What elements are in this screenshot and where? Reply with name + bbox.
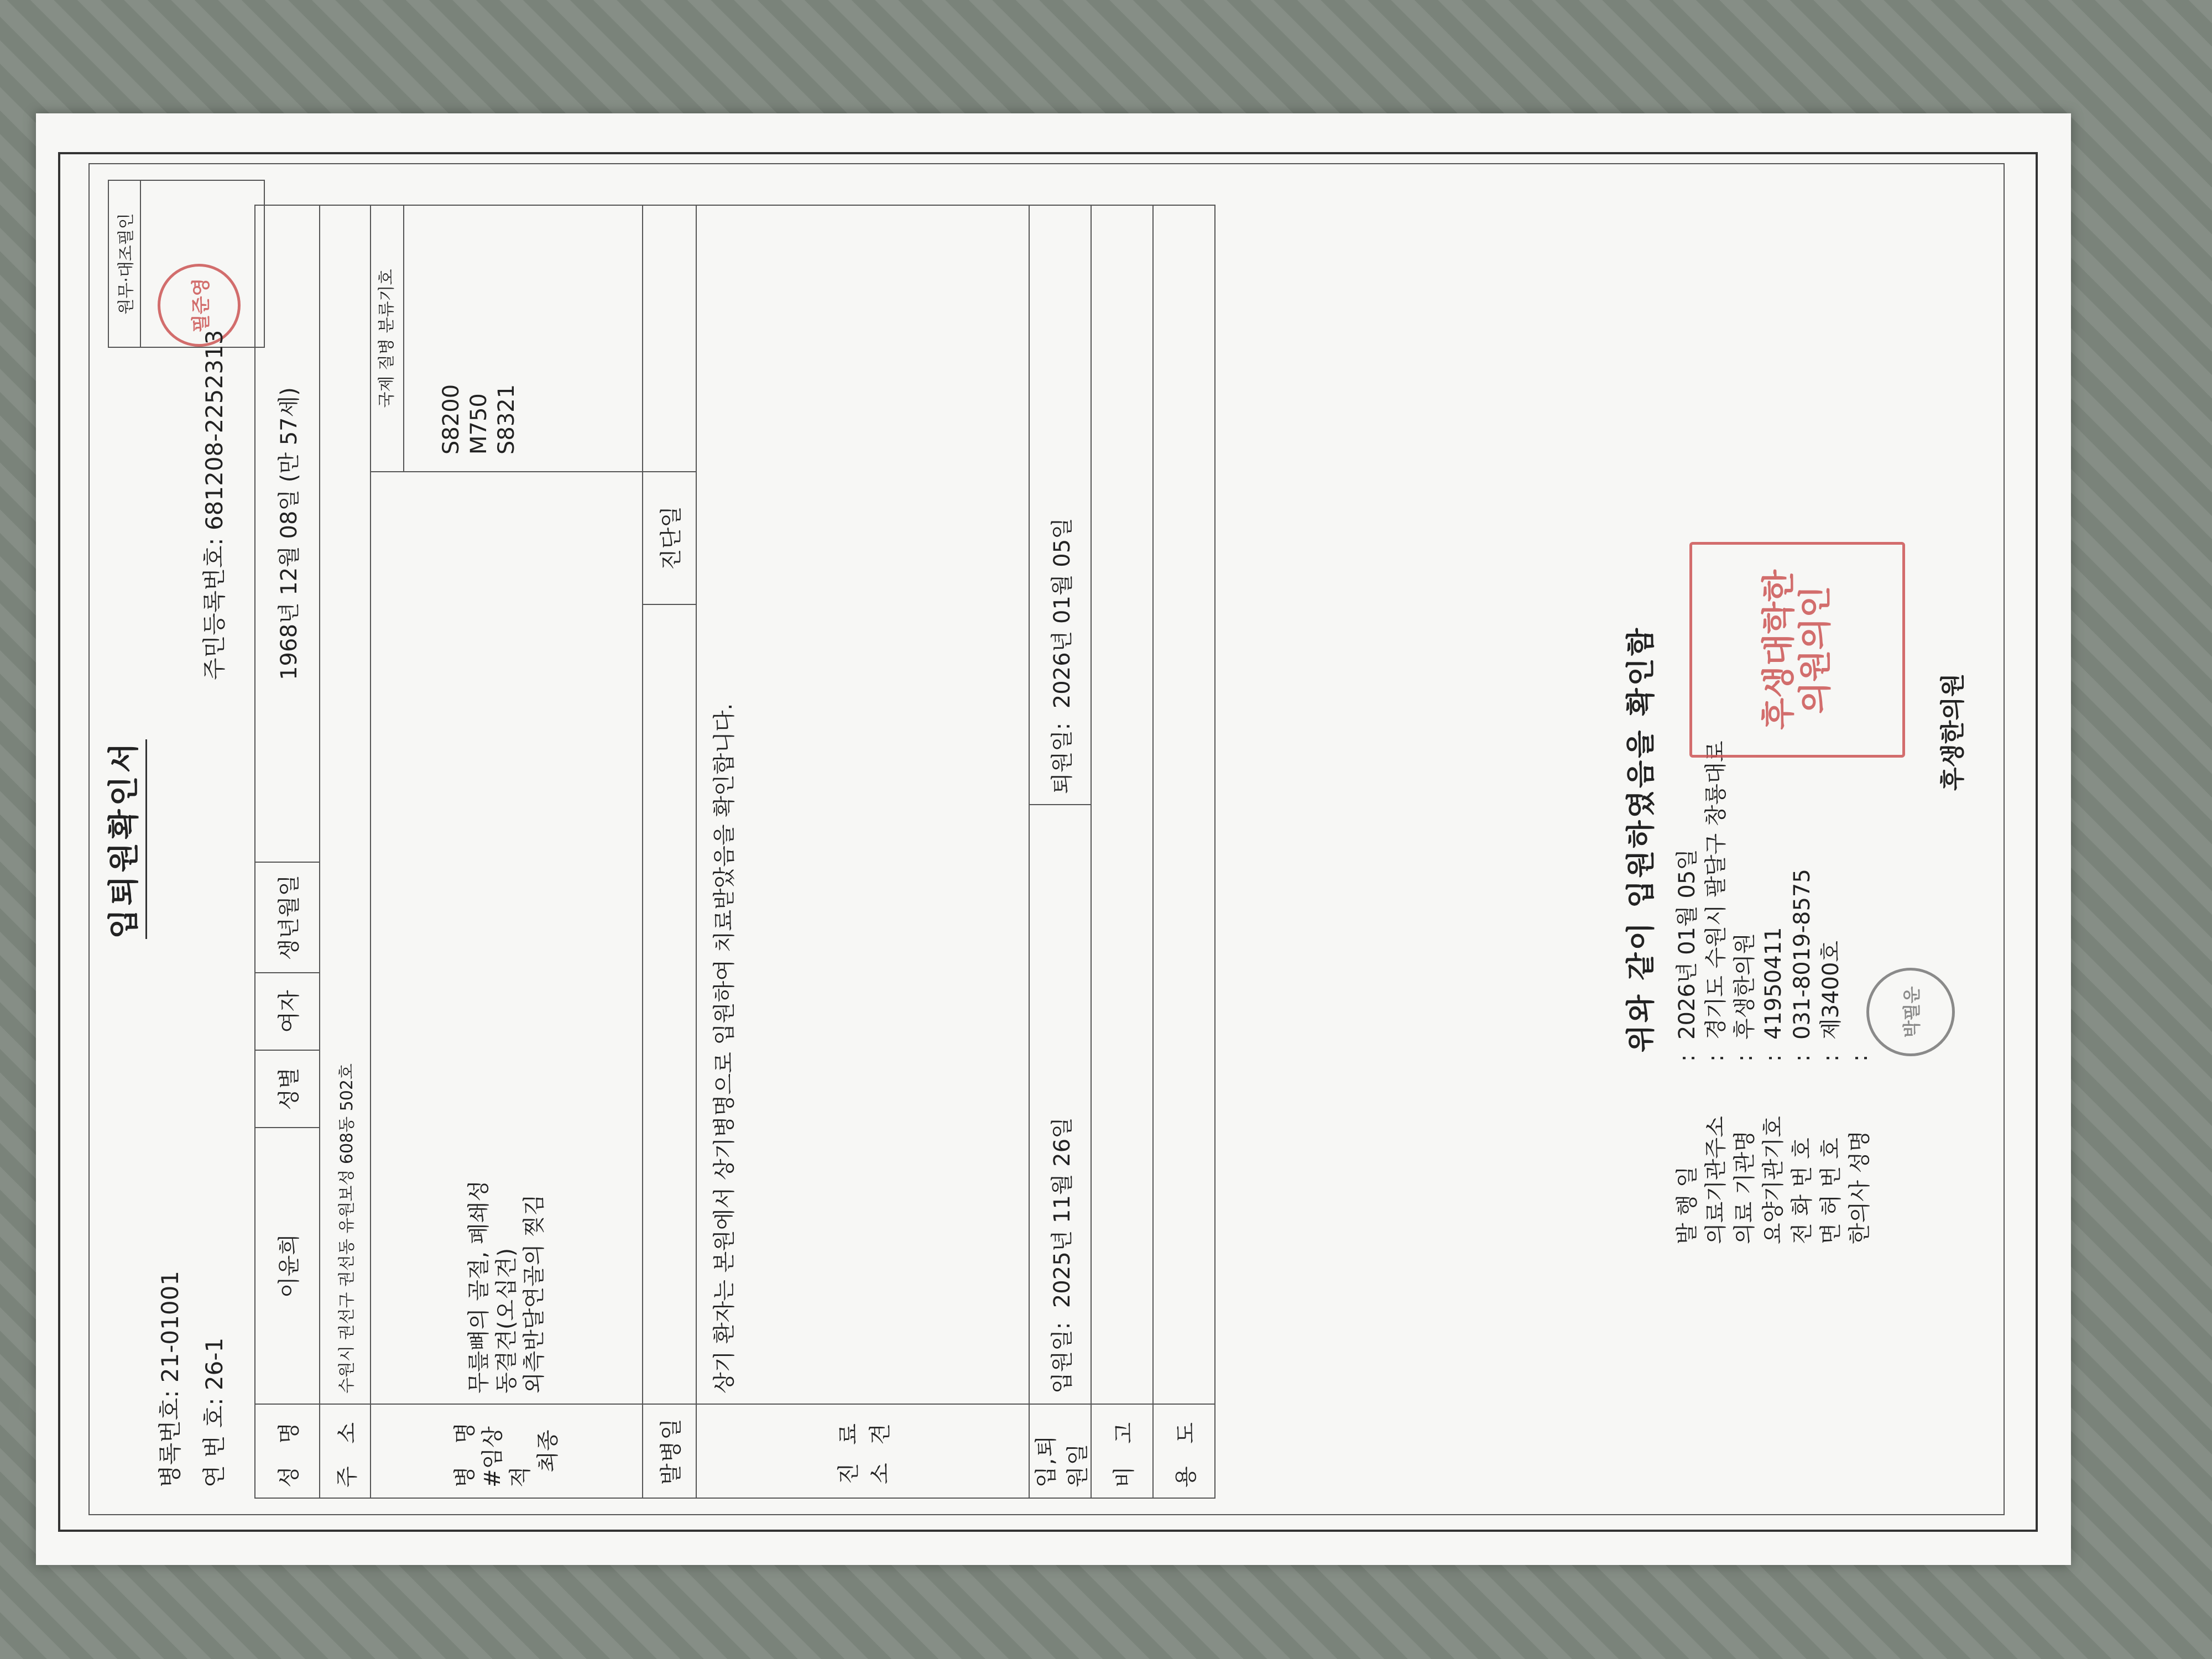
diagnosis-list bbox=[371, 471, 642, 1404]
onset-row bbox=[643, 205, 697, 1499]
diagnosis-label: 병 명 bbox=[452, 1415, 478, 1488]
sex-label: 성별 bbox=[255, 1050, 319, 1127]
clinic-seal: 후생대학한의원의인 bbox=[1689, 542, 1905, 758]
document-title: 입퇴원확인서 bbox=[100, 113, 144, 1565]
license-line: 면 허 번 호 : 제3400호 bbox=[1818, 940, 1844, 1244]
diagnosis-item: 외측반달연골의 찢김 bbox=[521, 1194, 547, 1394]
patient-name: 이윤희 bbox=[255, 1127, 319, 1404]
icd-code: M750 bbox=[466, 393, 492, 455]
document-paper bbox=[36, 113, 2071, 1565]
opinion-label: 진 료 소 견 bbox=[697, 1404, 1029, 1498]
remarks-row bbox=[1092, 205, 1154, 1499]
diagnosis-final-label: 최종 bbox=[535, 1430, 561, 1473]
issuer-name-line: 의료 기관명 : 후생한의원 bbox=[1732, 932, 1757, 1244]
icd-code: S8200 bbox=[438, 384, 464, 455]
diagnosis-code-cell bbox=[371, 206, 642, 471]
remarks-value bbox=[1092, 206, 1152, 1404]
address-row bbox=[320, 205, 371, 1499]
confirmation-statement: 위와 같이 입원하였음을 확인함 bbox=[1625, 625, 1658, 1053]
birth-label: 생년월일 bbox=[255, 862, 319, 972]
address-label: 주 소 bbox=[320, 1404, 370, 1498]
patient-address: 수원시 권선구 권선동 유원보성 608동 502호 bbox=[337, 1063, 357, 1394]
opinion-row bbox=[697, 205, 1030, 1499]
diagnosis-date-label: 진단일 bbox=[643, 471, 696, 604]
diagnosis-item: 무릎뼈의 골절, 폐쇄성 bbox=[466, 1180, 492, 1394]
info-table bbox=[254, 205, 1215, 1499]
issuer-address-line: 의료기관주소 : 경기도 수원시 팔달구 창룡대로 bbox=[1703, 740, 1729, 1244]
verification-seal: 필준영 bbox=[158, 264, 241, 347]
diagnosis-item: 동결견(오십견) bbox=[494, 1248, 519, 1394]
diagnosis-date-value bbox=[643, 206, 696, 471]
opinion-text: 상기 환자는 본원에서 상기병명으로 입원하여 치료받았음을 확인합니다. bbox=[712, 703, 737, 1394]
issue-date-line: 발 행 일 : 2026년 01월 05일 bbox=[1674, 849, 1700, 1244]
record-number: 병록번호: 21-01001 bbox=[156, 1270, 184, 1488]
name-row bbox=[254, 205, 320, 1499]
diagnosis-label-cell bbox=[371, 1404, 642, 1498]
doctor-line: 한의사 성명 : bbox=[1847, 1054, 1872, 1244]
icd-code: S8321 bbox=[493, 384, 519, 455]
remarks-label: 비 고 bbox=[1092, 1404, 1152, 1498]
icd-code-header: 국제 질병 분류기호 bbox=[371, 206, 404, 471]
phone-line: 전 화 번 호 : 031-8019-8575 bbox=[1790, 869, 1815, 1244]
onset-value bbox=[643, 604, 696, 1404]
doctor-seal: 박필운 bbox=[1866, 968, 1955, 1056]
serial-number: 연 번 호: 26-1 bbox=[201, 1337, 228, 1488]
resident-registration-number: 주민등록번호: 681208-2252313 bbox=[201, 330, 228, 680]
admission-row bbox=[1030, 205, 1092, 1499]
onset-label: 발병일 bbox=[643, 1404, 696, 1498]
purpose-value bbox=[1154, 206, 1214, 1404]
admission-label: 입,퇴원일 bbox=[1030, 1404, 1091, 1498]
care-code-line: 요양기관기호 : 41950411 bbox=[1761, 927, 1786, 1244]
name-label: 성 명 bbox=[255, 1404, 319, 1498]
patient-birth: 1968년 12월 08일 (만 57세) bbox=[276, 387, 302, 680]
verification-label: 원무·대조필인 bbox=[109, 181, 141, 347]
discharge-date: 퇴원일: 2026년 01월 05일 bbox=[1049, 518, 1075, 794]
issuer-details bbox=[1673, 741, 1874, 1244]
purpose-label: 용 도 bbox=[1154, 1404, 1214, 1498]
admission-date: 입원일: 2025년 11월 26일 bbox=[1030, 804, 1091, 1404]
diagnosis-row bbox=[371, 205, 643, 1499]
patient-sex: 여자 bbox=[255, 972, 319, 1050]
clinic-name-footer: 후생한의원 bbox=[1939, 673, 1967, 791]
purpose-row bbox=[1154, 205, 1215, 1499]
diagnosis-clinical-label: #임상적 bbox=[480, 1426, 533, 1488]
